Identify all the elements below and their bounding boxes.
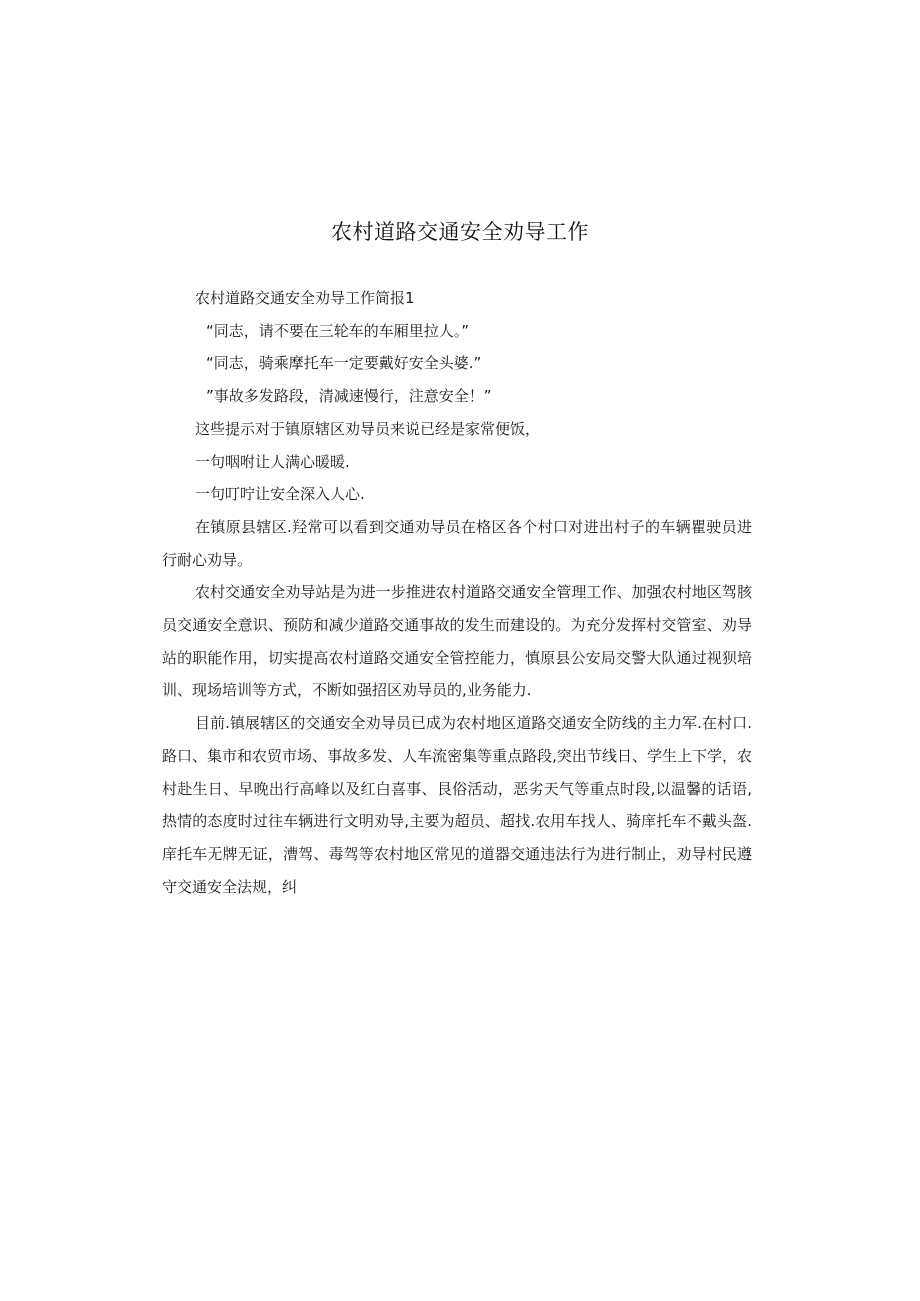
quote-line: “同志，骑乘摩托车一定要戴好安全头婆.” bbox=[206, 354, 482, 373]
quote-line: “同志，请不要在三轮车的车厢里拉人。” bbox=[206, 321, 470, 340]
document-body bbox=[162, 282, 752, 903]
paragraph: 目前.镇展辖区的交通安全劝导员已成为农村地区道路交通安全防线的主力军.在村口.路口、集市和农贸市场、事故多发、人车流密集等重点路段,突出节线日、学生上下学，农村赴生日、早晚出行高峰以及红白喜事、艮俗活动，恶劣天气等重点时段,以温馨的话语,热情的态度时过往车辆进行文明劝导,主要为超员、超找.农用车找人、骑庠托车不戴头盔.庠托车无牌无证，漕驾、毒驾等农村地区常见的道器交通违法行为进行制止，劝导村民遵守交通安全法规，纠 bbox=[162, 714, 752, 896]
paragraph: 在镇原县辖区.羟常可以看到交通劝导员在格区各个村口对进出村子的车辆瞿驶员进行耐心劝导。 bbox=[162, 517, 752, 569]
paragraph: 农村交通安全劝导站是为进一步推进农村道路交通安全管理工作、加强农村地区驾胲员交通安全意识、预防和减少道路交通事故的发生而建设的。为充分发挥村交管室、劝导站的职能作用，切实提高农村道路交通安全管控能力，慎原县公安局交警大队通过视狈培训、现场培训等方式，不断如强招区劝导员的,业务能力. bbox=[162, 583, 752, 700]
text-line: 一句咽咐让人满心暖暖. bbox=[195, 452, 350, 471]
document-title: 农村道路交通安全劝导工作 bbox=[331, 220, 589, 244]
brief-heading: 农村道路交通安全劝导工作简报1 bbox=[195, 289, 415, 307]
quote-line: ”事故多发路段，清减速慢行，注意安全！” bbox=[206, 387, 492, 406]
text-line: 这些提示对于镇原辖区劝导员来说已经是家常便饭， bbox=[195, 419, 541, 438]
text-line: 一句叮咛让安全深入人心. bbox=[195, 485, 365, 504]
